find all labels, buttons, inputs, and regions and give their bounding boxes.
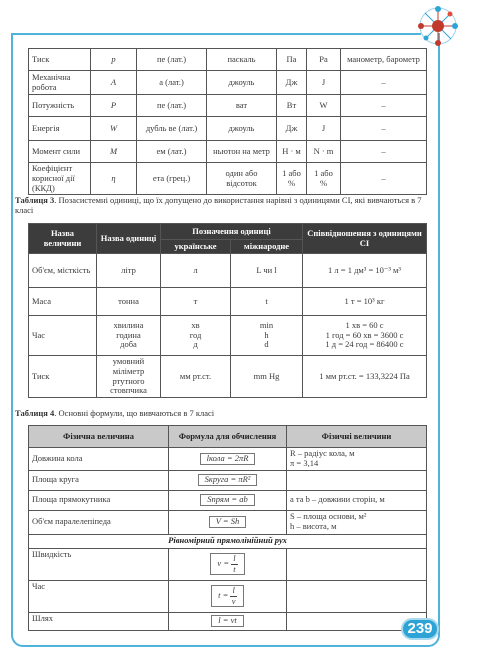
- measuring-device: –: [341, 117, 427, 141]
- unit-ukrainian: хв год д: [161, 316, 231, 356]
- formula-cell: [169, 510, 287, 534]
- quantity-description: [287, 470, 427, 490]
- quantity-description: a та b – довжини сторін, м: [287, 490, 427, 510]
- header-unit: Назва одиниці: [97, 224, 161, 254]
- table-row: [29, 448, 427, 471]
- table-row: [29, 49, 427, 71]
- si-relation: 1 мм рт.ст. = 133,3224 Па: [303, 356, 427, 398]
- unit-name: один або відсоток: [207, 163, 277, 195]
- table-row: [29, 612, 427, 630]
- quantity-symbol: P: [91, 95, 137, 117]
- header-international: міжнародне: [231, 240, 303, 254]
- formula-cell: [169, 580, 287, 612]
- si-relation: 1 т = 10³ кг: [303, 288, 427, 316]
- table-row: [29, 356, 427, 398]
- measuring-device: –: [341, 141, 427, 163]
- table-row: [29, 141, 427, 163]
- denominator: t: [233, 563, 236, 574]
- formula-cell: [169, 490, 287, 510]
- formula: Sкруга = πR²: [198, 474, 258, 486]
- unit-name: паскаль: [207, 49, 277, 71]
- unit-ukrainian: л: [161, 254, 231, 288]
- table-row: [29, 580, 427, 612]
- unit-ukrainian: 1 або %: [277, 163, 307, 195]
- quantity-description: R – радіус кола, м π = 3,14: [287, 448, 427, 471]
- header-physical-quantity: Фізична величина: [29, 426, 169, 448]
- formula: [210, 553, 244, 576]
- unit-ukrainian: Н · м: [277, 141, 307, 163]
- quantity-description: [287, 580, 427, 612]
- unit-international: t: [231, 288, 303, 316]
- symbol-origin: ем (лат.): [137, 141, 207, 163]
- formula: l = vt: [211, 615, 243, 627]
- table-row: [29, 71, 427, 95]
- unit-name: умовний міліметр ртутного стовпчика: [97, 356, 161, 398]
- unit-ukrainian: мм рт.ст.: [161, 356, 231, 398]
- quantity-name: Площа прямокутника: [29, 490, 169, 510]
- table3-caption: Таблиця 3. Позасистемні одиниці, що їх допущено до використання нарівні з одиницями СІ, які вивчаються в 7 класі: [15, 195, 422, 215]
- unit-ukrainian: Па: [277, 49, 307, 71]
- unit-name: джоуль: [207, 71, 277, 95]
- formula-cell: [169, 612, 287, 630]
- header-ukrainian: українське: [161, 240, 231, 254]
- table-row: [29, 510, 427, 534]
- table-row: [29, 490, 427, 510]
- denominator: v: [231, 595, 236, 606]
- symbol-origin: пе (лат.): [137, 49, 207, 71]
- quantity-name: Механічна робота: [29, 71, 91, 95]
- quantity-name: Об'єм паралелепіпеда: [29, 510, 169, 534]
- si-relation: 1 л = 1 дм³ = 10⁻³ м³: [303, 254, 427, 288]
- measuring-device: –: [341, 95, 427, 117]
- quantity-name: Шлях: [29, 612, 169, 630]
- page-number-badge: 239: [401, 618, 439, 640]
- unit-name: хвилина година доба: [97, 316, 161, 356]
- unit-international: J: [307, 117, 341, 141]
- formula-cell: [169, 448, 287, 471]
- measuring-device: –: [341, 71, 427, 95]
- unit-international: min h d: [231, 316, 303, 356]
- quantity-symbol: p: [91, 49, 137, 71]
- unit-ukrainian: Дж: [277, 117, 307, 141]
- formula-lhs: v =: [217, 557, 232, 568]
- symbol-origin: пе (лат.): [137, 95, 207, 117]
- unit-international: L чи l: [231, 254, 303, 288]
- table3: [28, 223, 427, 398]
- formula-cell: [169, 548, 287, 580]
- unit-ukrainian: т: [161, 288, 231, 316]
- table-row: [29, 117, 427, 141]
- unit-international: W: [307, 95, 341, 117]
- molecule-icon: [416, 4, 460, 48]
- quantity-name: Площа круга: [29, 470, 169, 490]
- table-row: [29, 548, 427, 580]
- unit-international: 1 або %: [307, 163, 341, 195]
- quantity-name: Тиск: [29, 356, 97, 398]
- symbol-origin: дубль ве (лат.): [137, 117, 207, 141]
- numerator: l: [233, 552, 236, 563]
- quantity-name: Час: [29, 316, 97, 356]
- subheading-row: [29, 534, 427, 548]
- symbol-origin: а (лат.): [137, 71, 207, 95]
- numerator: l: [232, 584, 235, 595]
- quantity-symbol: W: [91, 117, 137, 141]
- quantity-name: Потужність: [29, 95, 91, 117]
- symbol-origin: ета (грец.): [137, 163, 207, 195]
- unit-name: ват: [207, 95, 277, 117]
- fraction: [231, 554, 237, 575]
- quantity-name: Маса: [29, 288, 97, 316]
- unit-name: літр: [97, 254, 161, 288]
- header-physical-quantities: Фізичні величини: [287, 426, 427, 448]
- table4-caption: Таблиця 4. Основні формули, що вивчаються в 7 класі: [15, 408, 215, 418]
- fraction: [230, 586, 236, 607]
- quantity-name: Тиск: [29, 49, 91, 71]
- si-relation: 1 хв = 60 с 1 год = 60 хв = 3600 с 1 д = 24 год = 86400 с: [303, 316, 427, 356]
- table-row: [29, 470, 427, 490]
- quantity-name: Швидкість: [29, 548, 169, 580]
- formula-cell: [169, 470, 287, 490]
- quantity-name: Об'єм, місткість: [29, 254, 97, 288]
- quantity-name: Коефіцієнт корисної дії (ККД): [29, 163, 91, 195]
- formula: [211, 585, 244, 608]
- unit-name: ньютон на метр: [207, 141, 277, 163]
- formula: Sпрям = ab: [200, 494, 255, 506]
- table-row: [29, 288, 427, 316]
- table-row: [29, 95, 427, 117]
- table4: [28, 425, 427, 631]
- measuring-device: –: [341, 163, 427, 195]
- unit-ukrainian: Вт: [277, 95, 307, 117]
- quantity-name: Момент сили: [29, 141, 91, 163]
- formula: V = Sh: [209, 516, 247, 528]
- quantity-name: Довжина кола: [29, 448, 169, 471]
- quantity-name: Час: [29, 580, 169, 612]
- quantity-description: [287, 548, 427, 580]
- unit-ukrainian: Дж: [277, 71, 307, 95]
- unit-international: J: [307, 71, 341, 95]
- quantity-description: S – площа основи, м² h – висота, м: [287, 510, 427, 534]
- header-designation: Позначення одиниці: [161, 224, 303, 240]
- header-quantity: Назва величини: [29, 224, 97, 254]
- unit-name: джоуль: [207, 117, 277, 141]
- header-formula: Формула для обчислення: [169, 426, 287, 448]
- subheading: Рівномірний прямолінійний рух: [29, 534, 427, 548]
- measuring-device: манометр, барометр: [341, 49, 427, 71]
- quantity-symbol: M: [91, 141, 137, 163]
- unit-international: Pa: [307, 49, 341, 71]
- quantity-symbol: A: [91, 71, 137, 95]
- formula-lhs: t =: [218, 589, 231, 600]
- quantity-symbol: η: [91, 163, 137, 195]
- units-table-continued: [28, 48, 427, 195]
- unit-international: N · m: [307, 141, 341, 163]
- header-relation: Співвідношення з одиницями СІ: [303, 224, 427, 254]
- table-row: [29, 163, 427, 195]
- table-row: [29, 316, 427, 356]
- unit-name: тонна: [97, 288, 161, 316]
- table-row: [29, 254, 427, 288]
- quantity-name: Енергія: [29, 117, 91, 141]
- formula: lкола = 2πR: [200, 453, 256, 465]
- unit-international: mm Hg: [231, 356, 303, 398]
